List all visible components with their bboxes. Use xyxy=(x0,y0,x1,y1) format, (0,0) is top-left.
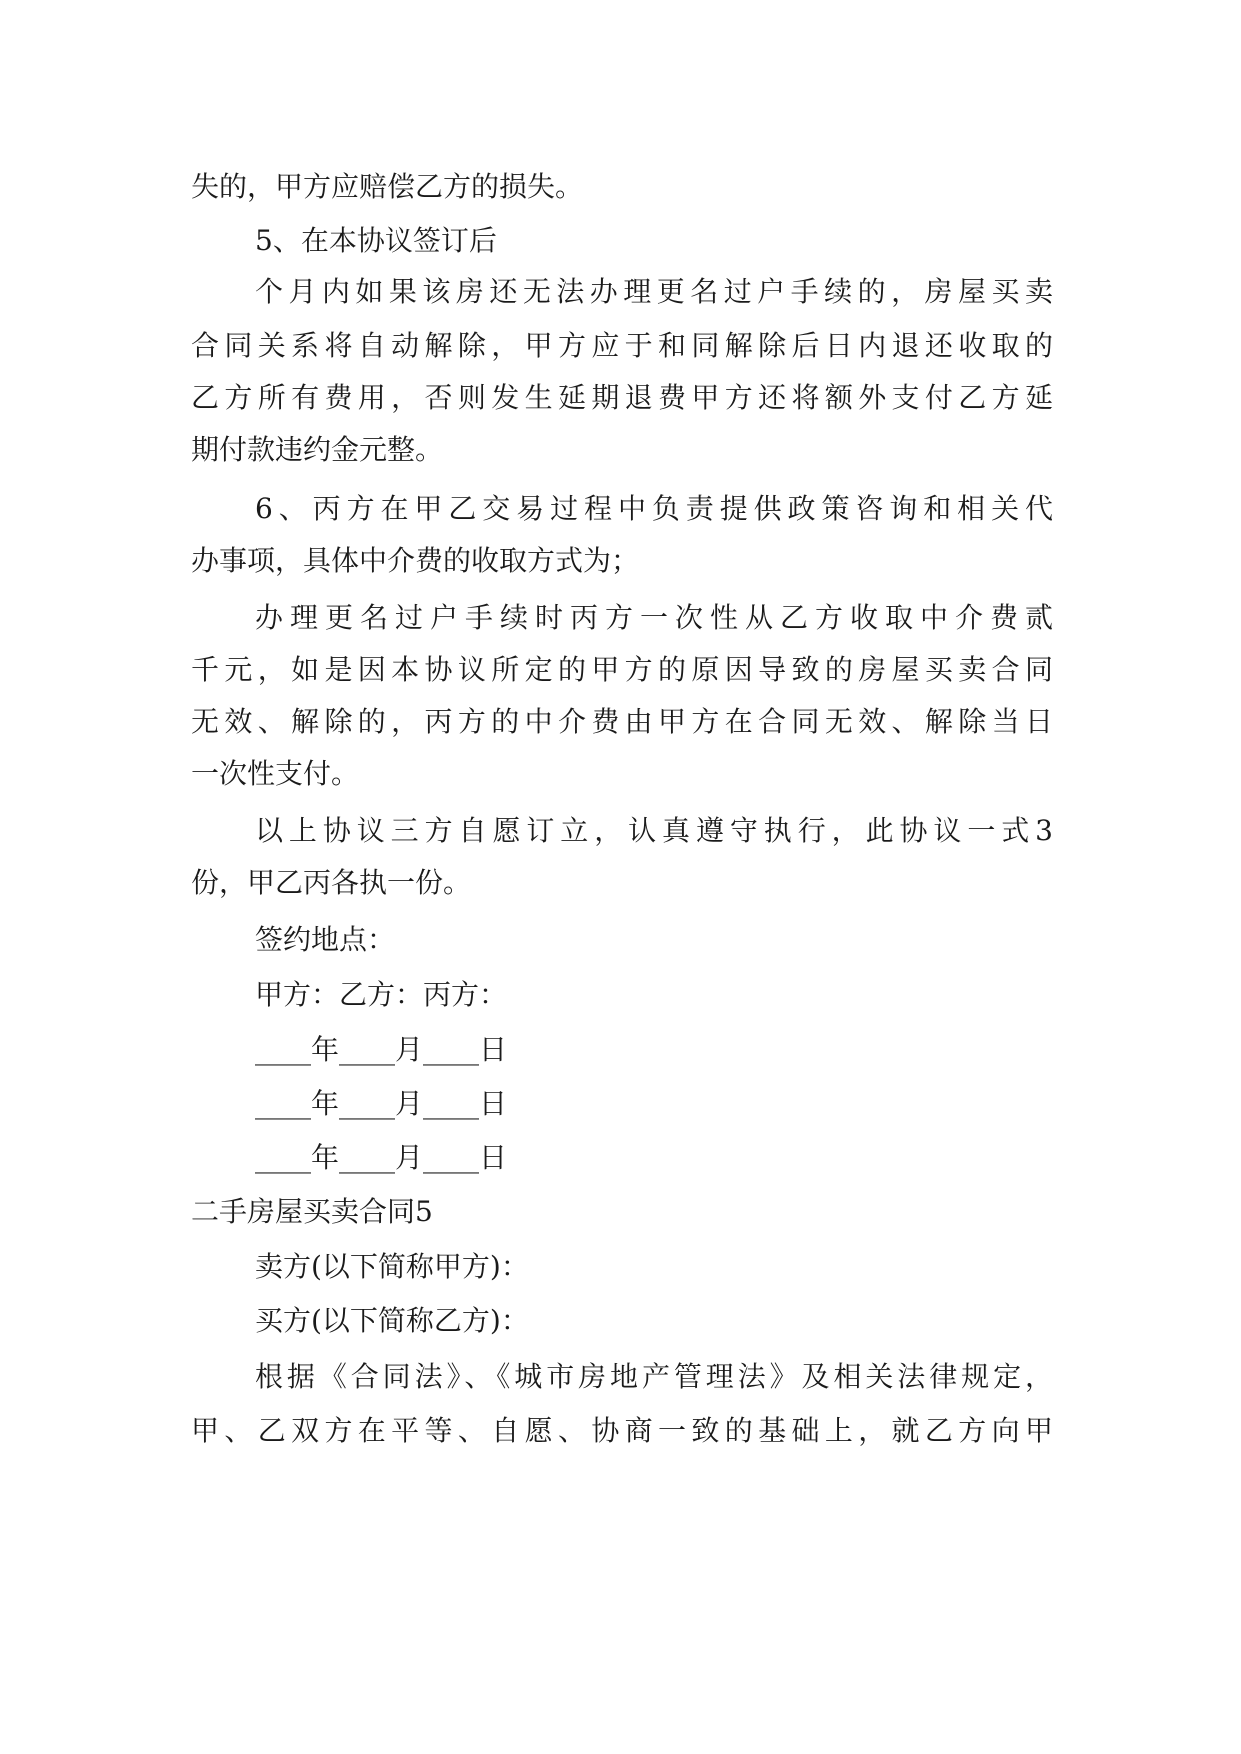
clause-5-heading: 5、在本协议签订后 xyxy=(255,224,497,257)
text-line: 根据《合同法》、《城市房地产管理法》及相关法律规定， xyxy=(255,1360,1053,1393)
text-line: 期付款违约金元整。 xyxy=(191,433,444,466)
date-line: ____年____月____日 xyxy=(255,1087,508,1120)
date-line: ____年____月____日 xyxy=(255,1141,508,1174)
text-line: 甲、乙双方在平等、自愿、协商一致的基础上，就乙方向甲 xyxy=(191,1414,1053,1447)
text-line: 千元，如是因本协议所定的甲方的原因导致的房屋买卖合同 xyxy=(191,653,1053,686)
text-line: 办事项，具体中介费的收取方式为； xyxy=(191,544,640,577)
buyer-line: 买方(以下简称乙方)： xyxy=(255,1304,529,1337)
document-page xyxy=(191,0,1053,1754)
text-line: 一次性支付。 xyxy=(191,757,360,790)
text-line: 失的，甲方应赔偿乙方的损失。 xyxy=(191,170,584,203)
text-line: 乙方所有费用，否则发生延期退费甲方还将额外支付乙方延 xyxy=(191,381,1053,414)
text-line: 份，甲乙丙各执一份。 xyxy=(191,866,472,899)
text-line: 合同关系将自动解除，甲方应于和同解除后日内退还收取的 xyxy=(191,329,1053,362)
party-signatures: 甲方：乙方：丙方： xyxy=(255,978,508,1011)
clause-6-heading: 6、丙方在甲乙交易过程中负责提供政策咨询和相关代 xyxy=(255,492,1053,525)
date-line: ____年____月____日 xyxy=(255,1033,508,1066)
seller-line: 卖方(以下简称甲方)： xyxy=(255,1250,529,1283)
section-title: 二手房屋买卖合同5 xyxy=(191,1195,433,1228)
text-line: 以上协议三方自愿订立，认真遵守执行，此协议一式3 xyxy=(255,814,1053,847)
text-line: 办理更名过户手续时丙方一次性从乙方收取中介费贰 xyxy=(255,601,1053,634)
text-line: 个月内如果该房还无法办理更名过户手续的，房屋买卖 xyxy=(255,275,1053,308)
signing-location: 签约地点： xyxy=(255,923,396,956)
text-line: 无效、解除的，丙方的中介费由甲方在合同无效、解除当日 xyxy=(191,705,1053,738)
